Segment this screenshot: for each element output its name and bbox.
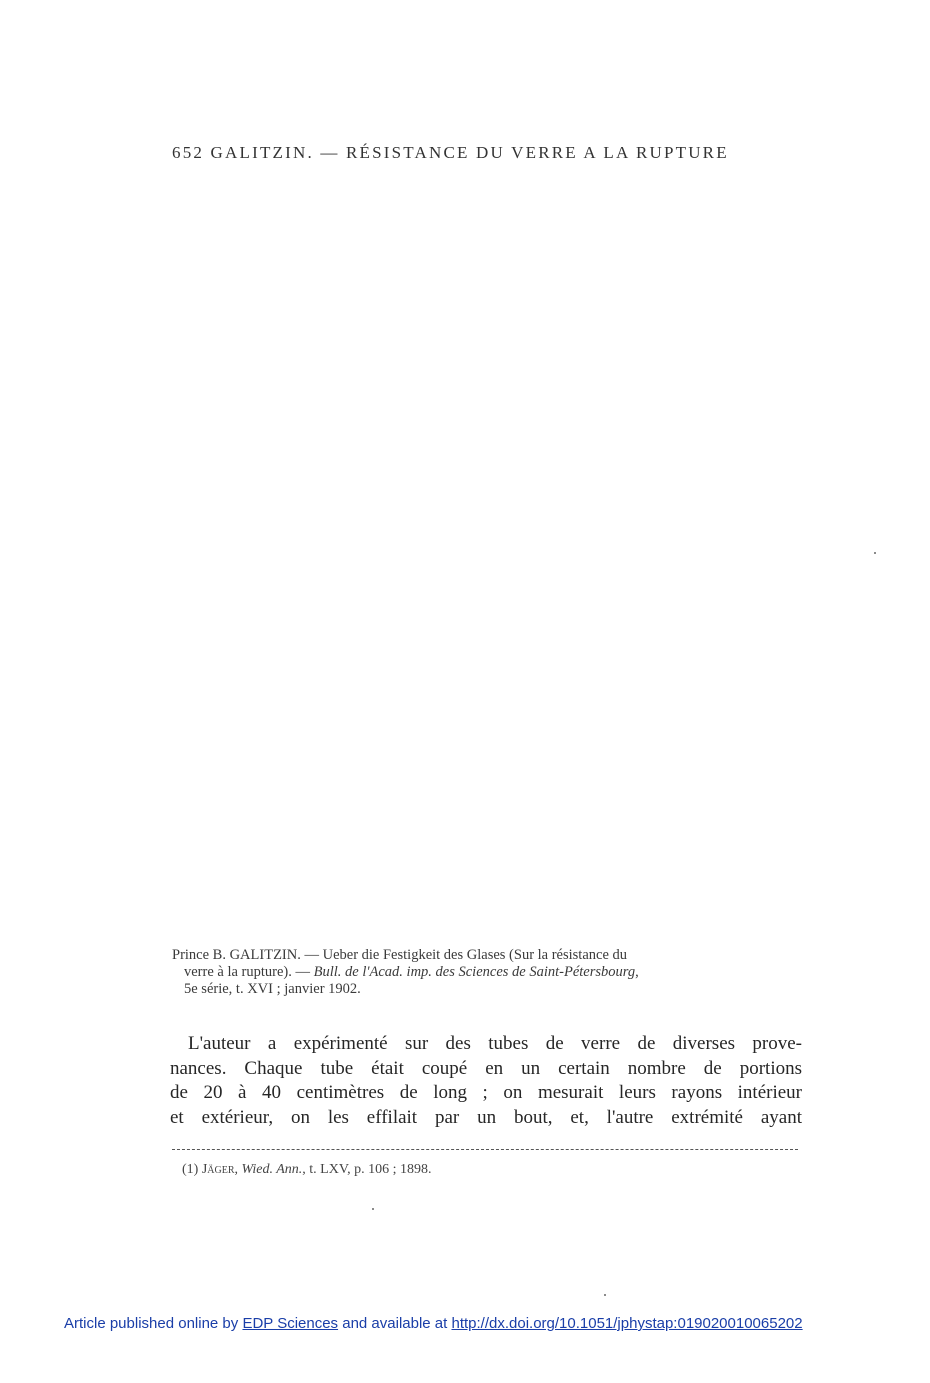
scan-speck [604,1294,606,1296]
body-line-4: et extérieur, on les effilait par un bout, et, l'autre extrémité ayant [170,1106,802,1128]
body-line-2: nances. Chaque tube était coupé en un certain nombre de portions [170,1057,802,1079]
scan-speck [372,1208,374,1210]
body-line-1: L'auteur a expérimenté sur des tubes de verre de diverses prove- [188,1033,802,1054]
footnote [182,1162,432,1178]
reference-line-2-plain: verre à la rupture). — [184,964,314,980]
publisher-middle: and available at [338,1315,452,1332]
reference-journal: Bull. de l'Acad. imp. des Sciences de Saint-Pétersbourg [313,964,636,980]
body-line-3: de 20 à 40 centimètres de long ; on mesurait leurs rayons intérieur [170,1082,802,1103]
publisher-notice [64,1315,803,1332]
doi-link[interactable]: http://dx.doi.org/10.1051/jphystap:019020010065202 [451,1315,803,1332]
scan-speck [874,552,876,554]
reference-line-2-end: , [635,964,639,980]
footnote-journal: Wied. Ann. [241,1162,303,1177]
footnote-sep: , [234,1162,242,1177]
publisher-prefix: Article published online by [64,1315,243,1332]
footnote-author: Jäger [201,1162,235,1177]
reference-line-3: 5e série, t. XVI ; janvier 1902. [184,981,361,997]
running-head: 652 GALITZIN. — RÉSISTANCE DU VERRE A LA RUPTURE [172,143,729,162]
bibliographic-reference [172,947,802,998]
footnote-rest: , t. LXV, p. 106 ; 1898. [302,1162,432,1177]
reference-line-2 [172,964,802,981]
edp-sciences-link[interactable]: EDP Sciences [242,1315,339,1332]
body-paragraph [170,1032,802,1130]
footnote-marker: (1) [182,1162,202,1177]
footnote-divider [172,1149,798,1150]
reference-line-1: Prince B. GALITZIN. — Ueber die Festigkeit des Glases (Sur la résistance du [172,947,628,963]
